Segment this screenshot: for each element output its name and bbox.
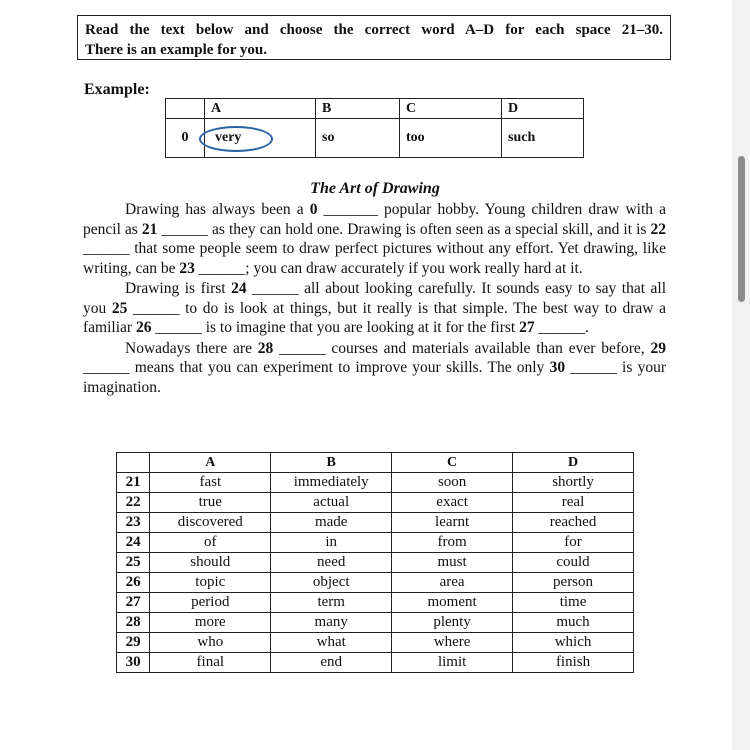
p3-text: is your imagination.: [83, 359, 667, 396]
gap-number-29: 29: [650, 339, 666, 357]
option-b: term: [271, 593, 392, 613]
option-a: should: [150, 553, 271, 573]
option-b: immediately: [271, 473, 392, 493]
table-row: [117, 533, 634, 553]
question-number: 29: [117, 633, 150, 653]
gap-number-23: 23: [179, 259, 195, 277]
gap-number-26: 26: [135, 319, 152, 336]
p3-text: means that you can experiment to improve your skills. The only: [134, 359, 550, 376]
example-header-row: [166, 99, 584, 119]
p1-text: popular hobby. Young children draw with a pencil as: [83, 201, 667, 238]
options-body: [117, 473, 634, 673]
gap-27: ______: [534, 319, 585, 336]
question-number: 24: [117, 533, 150, 553]
option-d: could: [513, 553, 634, 573]
gap-number-24: 24: [231, 280, 247, 297]
gap-number-28: 28: [257, 339, 274, 357]
example-option-b: so: [316, 119, 400, 158]
paragraph-3: [83, 339, 666, 398]
example-option-c: too: [400, 119, 502, 158]
option-b: in: [271, 533, 392, 553]
options-header-row: [117, 453, 634, 473]
table-row: [117, 653, 634, 673]
option-a: of: [150, 533, 271, 553]
option-c: exact: [392, 493, 513, 513]
table-row: [117, 513, 634, 533]
example-header-blank: [166, 99, 205, 119]
options-header-d: D: [513, 453, 634, 473]
option-a: fast: [150, 473, 271, 493]
question-number: 27: [117, 593, 150, 613]
table-row: [117, 473, 634, 493]
option-c: from: [392, 533, 513, 553]
instructions-box: [77, 15, 671, 60]
instructions-line-1: Read the text below and choose the correct word A–D for each space 21–30.: [85, 22, 663, 38]
example-row: [166, 119, 584, 158]
table-row: [117, 633, 634, 653]
table-row: [117, 553, 634, 573]
p1-text: that some people seem to draw perfect pictures without any effort. Yet drawing, like writing, can be: [83, 240, 667, 277]
table-row: [117, 573, 634, 593]
example-header-a: A: [205, 99, 316, 119]
question-number: 22: [117, 493, 150, 513]
example-option-a: very: [215, 130, 242, 145]
gap-number-25: 25: [111, 299, 128, 317]
instructions-line-2: There is an example for you.: [85, 42, 267, 58]
option-c: moment: [392, 593, 513, 613]
example-number: 0: [166, 119, 205, 158]
option-c: area: [392, 573, 513, 593]
gap-0: _______: [317, 201, 384, 218]
option-d: time: [513, 593, 634, 613]
example-table: [165, 98, 584, 158]
scrollbar-thumb[interactable]: [738, 156, 745, 302]
paragraph-1: [83, 200, 666, 278]
option-b: end: [271, 653, 392, 673]
gap-28: ______: [273, 339, 332, 357]
options-header-c: C: [392, 453, 513, 473]
gap-26: ______: [151, 319, 206, 336]
options-header-a: A: [150, 453, 271, 473]
options-table: [116, 452, 634, 673]
option-d: finish: [513, 653, 634, 673]
option-c: learnt: [392, 513, 513, 533]
paragraph-2: [83, 279, 666, 338]
option-b: what: [271, 633, 392, 653]
option-d: much: [513, 613, 634, 633]
p1-text: Drawing has always been a: [125, 201, 310, 218]
gap-30: ______: [565, 359, 623, 376]
option-c: must: [392, 553, 513, 573]
question-number: 26: [117, 573, 150, 593]
example-header-c: C: [400, 99, 502, 119]
option-c: soon: [392, 473, 513, 493]
p2-text: Drawing is first: [125, 280, 232, 297]
question-number: 25: [117, 553, 150, 573]
question-number: 21: [117, 473, 150, 493]
option-b: many: [271, 613, 392, 633]
gap-21: ______: [157, 220, 213, 238]
article-title: The Art of Drawing: [310, 180, 440, 197]
gap-number-27: 27: [519, 319, 535, 336]
gap-24: ______: [246, 280, 305, 297]
gap-23: ______: [194, 259, 246, 277]
p3-text: Nowadays there are: [125, 339, 258, 357]
p2-text: to do is look at things, but it really is that simple. The best way to draw a familiar: [83, 299, 667, 336]
option-a: final: [150, 653, 271, 673]
option-d: which: [513, 633, 634, 653]
option-c: plenty: [392, 613, 513, 633]
option-d: for: [513, 533, 634, 553]
question-number: 28: [117, 613, 150, 633]
example-header-b: B: [316, 99, 400, 119]
p1-text: ; you can draw accurately if you work really hard at it.: [245, 259, 583, 277]
option-a: period: [150, 593, 271, 613]
option-d: person: [513, 573, 634, 593]
option-b: need: [271, 553, 392, 573]
article-text: [83, 200, 666, 397]
gap-25: ______: [127, 299, 186, 317]
question-number: 23: [117, 513, 150, 533]
option-d: real: [513, 493, 634, 513]
p3-text: courses and materials available than ever before,: [331, 339, 651, 357]
option-c: where: [392, 633, 513, 653]
gap-number-30: 30: [549, 359, 566, 376]
example-option-d: such: [502, 119, 584, 158]
p1-text: as they can hold one. Drawing is often seen as a special skill, and it is: [212, 220, 651, 238]
example-option-a-cell: [205, 119, 316, 158]
options-header-blank: [117, 453, 150, 473]
gap-22: ______: [83, 240, 135, 257]
options-header-b: B: [271, 453, 392, 473]
option-d: shortly: [513, 473, 634, 493]
option-a: discovered: [150, 513, 271, 533]
table-row: [117, 613, 634, 633]
option-b: made: [271, 513, 392, 533]
option-a: topic: [150, 573, 271, 593]
option-c: limit: [392, 653, 513, 673]
gap-number-22: 22: [650, 220, 666, 238]
p2-text: .: [584, 319, 589, 336]
option-b: actual: [271, 493, 392, 513]
option-a: who: [150, 633, 271, 653]
p2-text: all about looking carefully. It sounds easy to say that all you: [83, 280, 667, 317]
table-row: [117, 593, 634, 613]
gap-number-21: 21: [141, 220, 158, 238]
question-number: 30: [117, 653, 150, 673]
example-label: Example:: [84, 81, 150, 98]
example-header-d: D: [502, 99, 584, 119]
gap-number-0: 0: [309, 201, 318, 218]
option-b: object: [271, 573, 392, 593]
p2-text: is to imagine that you are looking at it for the first: [205, 319, 520, 336]
table-row: [117, 493, 634, 513]
option-a: more: [150, 613, 271, 633]
gap-29: ______: [83, 359, 135, 376]
option-d: reached: [513, 513, 634, 533]
option-a: true: [150, 493, 271, 513]
